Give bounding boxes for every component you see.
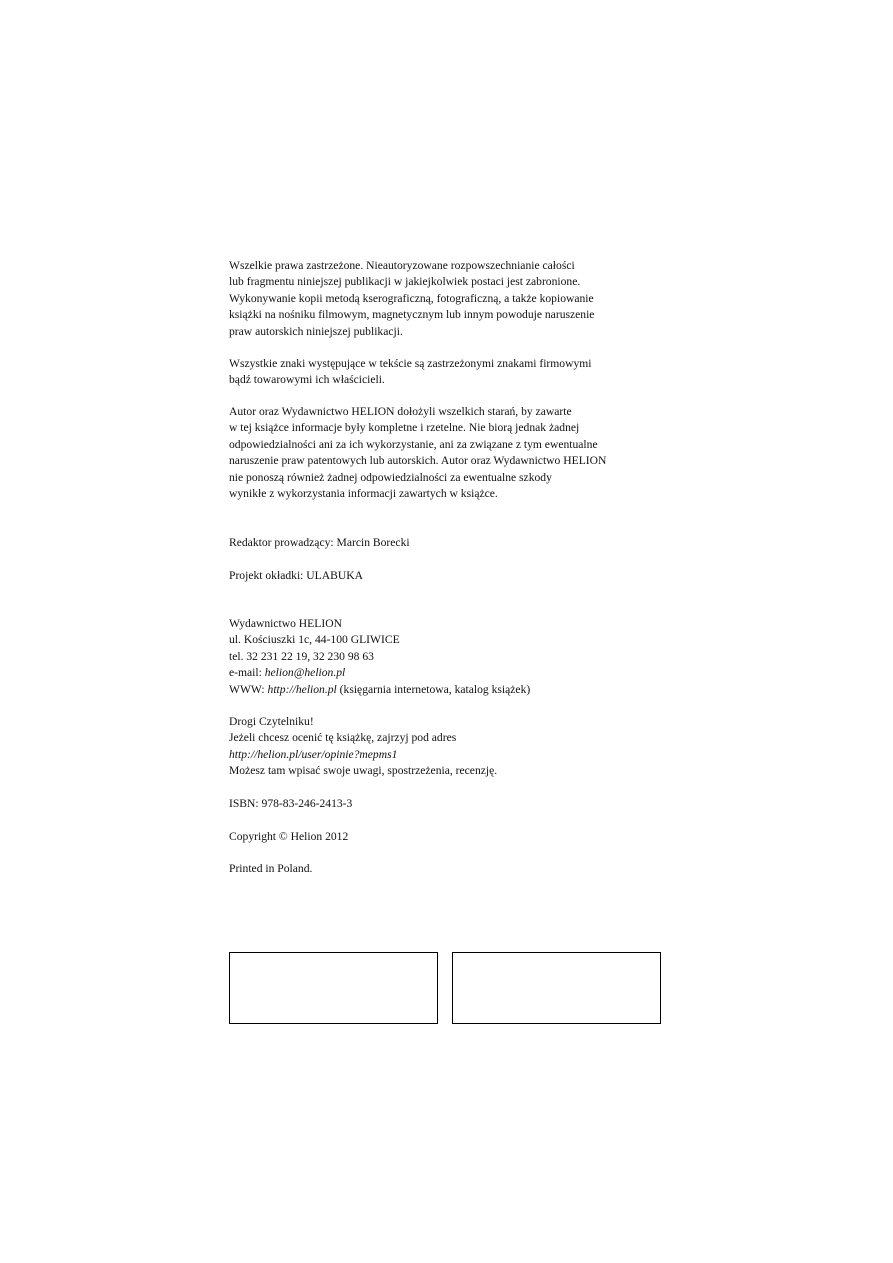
- publisher-name: Wydawnictwo HELION: [229, 617, 342, 630]
- copyright: [229, 829, 669, 845]
- disclaimer-line: nie ponoszą również żadnej odpowiedzialności za ewentualne szkody: [229, 470, 552, 484]
- rights-line: Wszelkie prawa zastrzeżone. Nieautoryzowane rozpowszechnianie całości: [229, 259, 575, 272]
- reader-comments-line: Możesz tam wpisać swoje uwagi, spostrzeżenia, recenzję.: [229, 764, 498, 778]
- empty-frame-left: [229, 952, 438, 1024]
- rights-paragraph: [229, 258, 669, 340]
- editor-credit-text: Redaktor prowadzący: Marcin Borecki: [229, 536, 410, 549]
- www-link[interactable]: http://helion.pl: [267, 682, 337, 696]
- isbn-text: ISBN: 978-83-246-2413-3: [229, 797, 353, 810]
- printed-in-text: Printed in Poland.: [229, 862, 313, 875]
- rights-line: praw autorskich niniejszej publikacji.: [229, 324, 403, 338]
- trademarks-paragraph: [229, 356, 669, 389]
- disclaimer-line: wynikłe z wykorzystania informacji zawartych w książce.: [229, 487, 498, 501]
- publisher-address: ul. Kościuszki 1c, 44-100 GLIWICE: [229, 633, 400, 647]
- disclaimer-line: w tej książce informacje były kompletne i rzetelne. Nie biorą jednak żadnej: [229, 421, 580, 435]
- editor-credit: [229, 535, 669, 551]
- publisher-www-line: [229, 682, 669, 698]
- rights-line: książki na nośniku filmowym, magnetycznym lub innym powoduje naruszenie: [229, 308, 595, 322]
- disclaimer-line: naruszenie praw patentowych lub autorskich. Autor oraz Wydawnictwo HELION: [229, 454, 607, 468]
- printed-in: [229, 861, 669, 877]
- reader-greeting: Drogi Czytelniku!: [229, 715, 314, 728]
- trademarks-line: bądź towarowymi ich właścicieli.: [229, 373, 385, 387]
- empty-frame-right: [452, 952, 661, 1024]
- trademarks-line: Wszystkie znaki występujące w tekście są zastrzeżonymi znakami firmowymi: [229, 357, 592, 370]
- reader-note: [229, 714, 669, 780]
- copyright-text: Copyright © Helion 2012: [229, 830, 349, 843]
- publisher-phone: tel. 32 231 22 19, 32 230 98 63: [229, 649, 374, 663]
- disclaimer-paragraph: [229, 404, 669, 502]
- cover-credit-text: Projekt okładki: ULABUKA: [229, 569, 363, 582]
- reader-rate-url[interactable]: http://helion.pl/user/opinie?mepms1: [229, 747, 398, 761]
- www-note: (księgarnia internetowa, katalog książek): [336, 682, 531, 696]
- publisher-info: [229, 616, 669, 698]
- rights-line: Wykonywanie kopii metodą kserograficzną, fotograficzną, a także kopiowanie: [229, 291, 594, 305]
- reader-rate-line: Jeżeli chcesz ocenić tę książkę, zajrzyj pod adres: [229, 731, 457, 745]
- email-label: e-mail:: [229, 666, 265, 680]
- cover-credit: [229, 568, 669, 584]
- publisher-email-line: [229, 665, 669, 681]
- www-label: WWW:: [229, 682, 268, 696]
- disclaimer-line: odpowiedzialności ani za ich wykorzystanie, ani za związane z tym ewentualne: [229, 437, 598, 451]
- rights-line: lub fragmentu niniejszej publikacji w jakiejkolwiek postaci jest zabronione.: [229, 275, 581, 289]
- email-link[interactable]: helion@helion.pl: [264, 666, 346, 680]
- isbn: [229, 796, 669, 812]
- disclaimer-line: Autor oraz Wydawnictwo HELION dołożyli wszelkich starań, by zawarte: [229, 405, 572, 418]
